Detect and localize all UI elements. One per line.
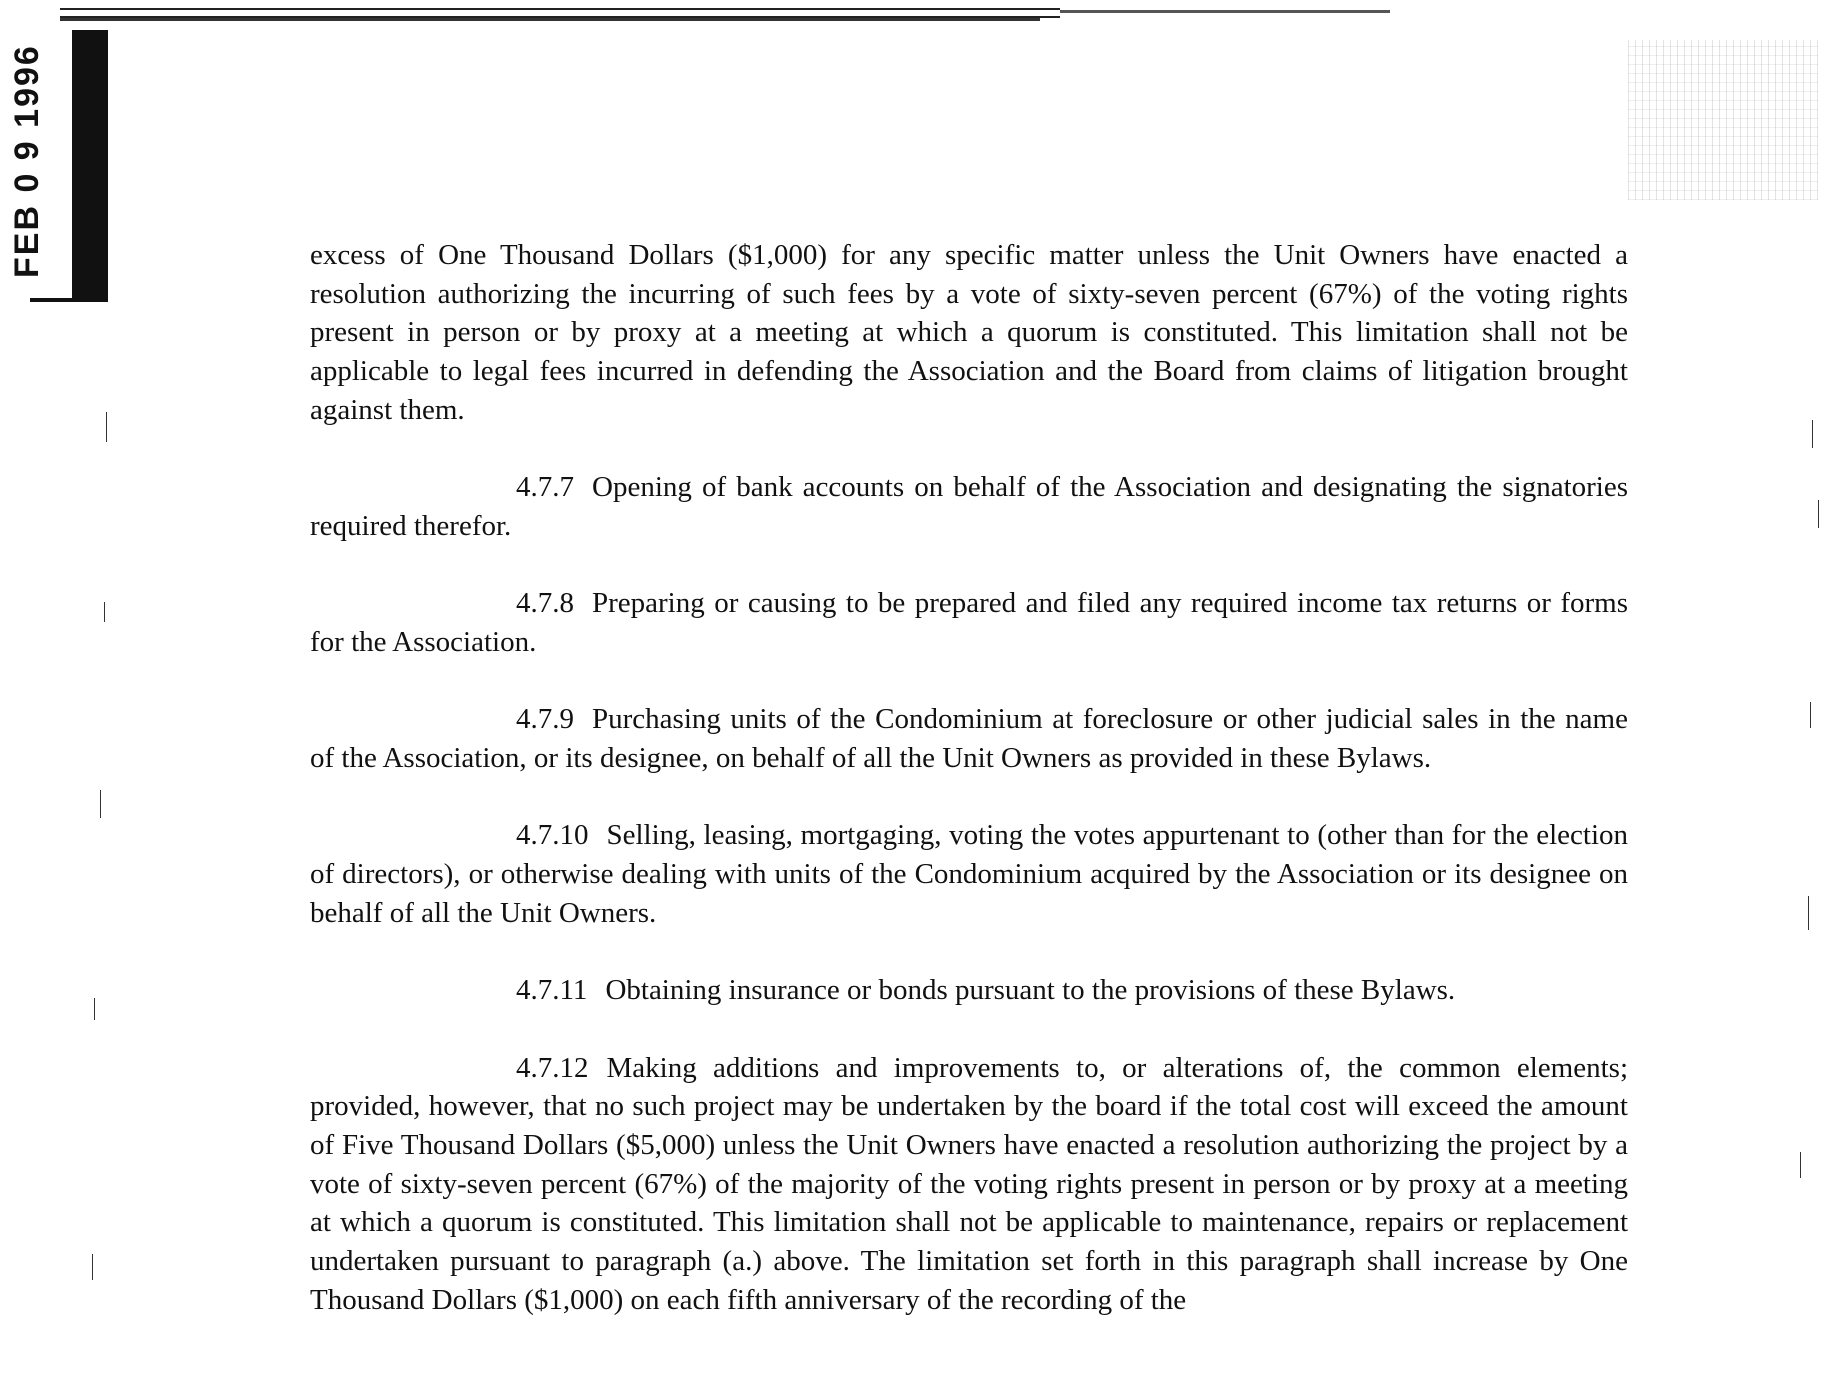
paragraph-number: 4.7.11	[516, 974, 588, 1007]
continuation-paragraph: excess of One Thousand Dollars ($1,000) for any specific matter unless the Unit Owners have enacted a resolution authorizing the incurring of such fees by a vote of sixty-seven percent (67%) of the voting rights present in person or by proxy at a meeting at which a quorum is constituted. This limitation shall not be applicable to legal fees incurred in defending the Association and the Board from claims of litigation brought against them.	[310, 239, 1628, 426]
stamp-date-text: FEB 0 9 1996	[8, 44, 46, 278]
scan-noise	[1628, 40, 1818, 200]
margin-mark	[1812, 420, 1813, 448]
margin-mark	[1810, 702, 1811, 728]
margin-mark	[106, 412, 107, 442]
paragraph-text: Opening of bank accounts on behalf of the Association and designating the signatories required therefor.	[310, 471, 1628, 542]
margin-mark	[104, 602, 105, 622]
paragraph-text: Obtaining insurance or bonds pursuant to the provisions of these Bylaws.	[605, 974, 1456, 1007]
margin-mark	[1818, 500, 1819, 528]
paragraph-4-7-7	[310, 468, 1628, 545]
margin-mark	[1808, 896, 1809, 930]
paragraph-4-7-8	[310, 584, 1628, 661]
paragraph-text: Preparing or causing to be prepared and filed any required income tax returns or forms for the Association.	[310, 587, 1628, 658]
paragraph-number: 4.7.10	[516, 819, 589, 852]
paragraph-number: 4.7.12	[516, 1051, 589, 1084]
date-stamp	[0, 30, 110, 310]
paragraph-4-7-10	[310, 816, 1628, 932]
paragraph-text: Purchasing units of the Condominium at foreclosure or other judicial sales in the name of the Association, or its designee, on behalf of all the Unit Owners as provided in these Bylaws.	[310, 703, 1628, 775]
stamp-bar	[72, 30, 108, 300]
paragraph-text: Selling, leasing, mortgaging, voting the votes appurtenant to (other than for the election of directors), or otherwise dealing with units of the Condominium acquired by the Association or its designee on behalf of all the Unit Owners.	[310, 819, 1628, 929]
top-scan-rule-inner	[60, 18, 1040, 21]
top-scan-rule-right	[1060, 10, 1390, 13]
paragraph-number: 4.7.9	[516, 703, 574, 736]
margin-mark	[1800, 1152, 1801, 1178]
stamp-underline	[30, 298, 108, 302]
paragraph-number: 4.7.8	[516, 587, 574, 620]
margin-mark	[100, 790, 101, 818]
margin-mark	[94, 998, 95, 1020]
paragraph-number: 4.7.7	[516, 471, 574, 504]
paragraph-4-7-12	[310, 1049, 1628, 1320]
paragraph-text: Making additions and improvements to, or alterations of, the common elements; provided, however, that no such project may be undertaken by the board if the total cost will exceed the amount of Five Thousand Dollars ($5,000) unless the Unit Owners have enacted a resolution authorizing the project by a vote of sixty-seven percent (67%) of the majority of the voting rights present in person or by proxy at a meeting at which a quorum is constituted. This limitation shall not be applicable to maintenance, repairs or replacement undertaken pursuant to paragraph (a.) above. The limitation set forth in this paragraph shall increase by One Thousand Dollars ($1,000) on each fifth anniversary of the recording of the	[310, 1051, 1628, 1316]
paragraph-4-7-11	[310, 971, 1628, 1010]
paragraph-4-7-9	[310, 700, 1628, 777]
margin-mark	[92, 1254, 93, 1280]
top-scan-rule	[60, 8, 1060, 18]
document-page	[310, 236, 1628, 1358]
